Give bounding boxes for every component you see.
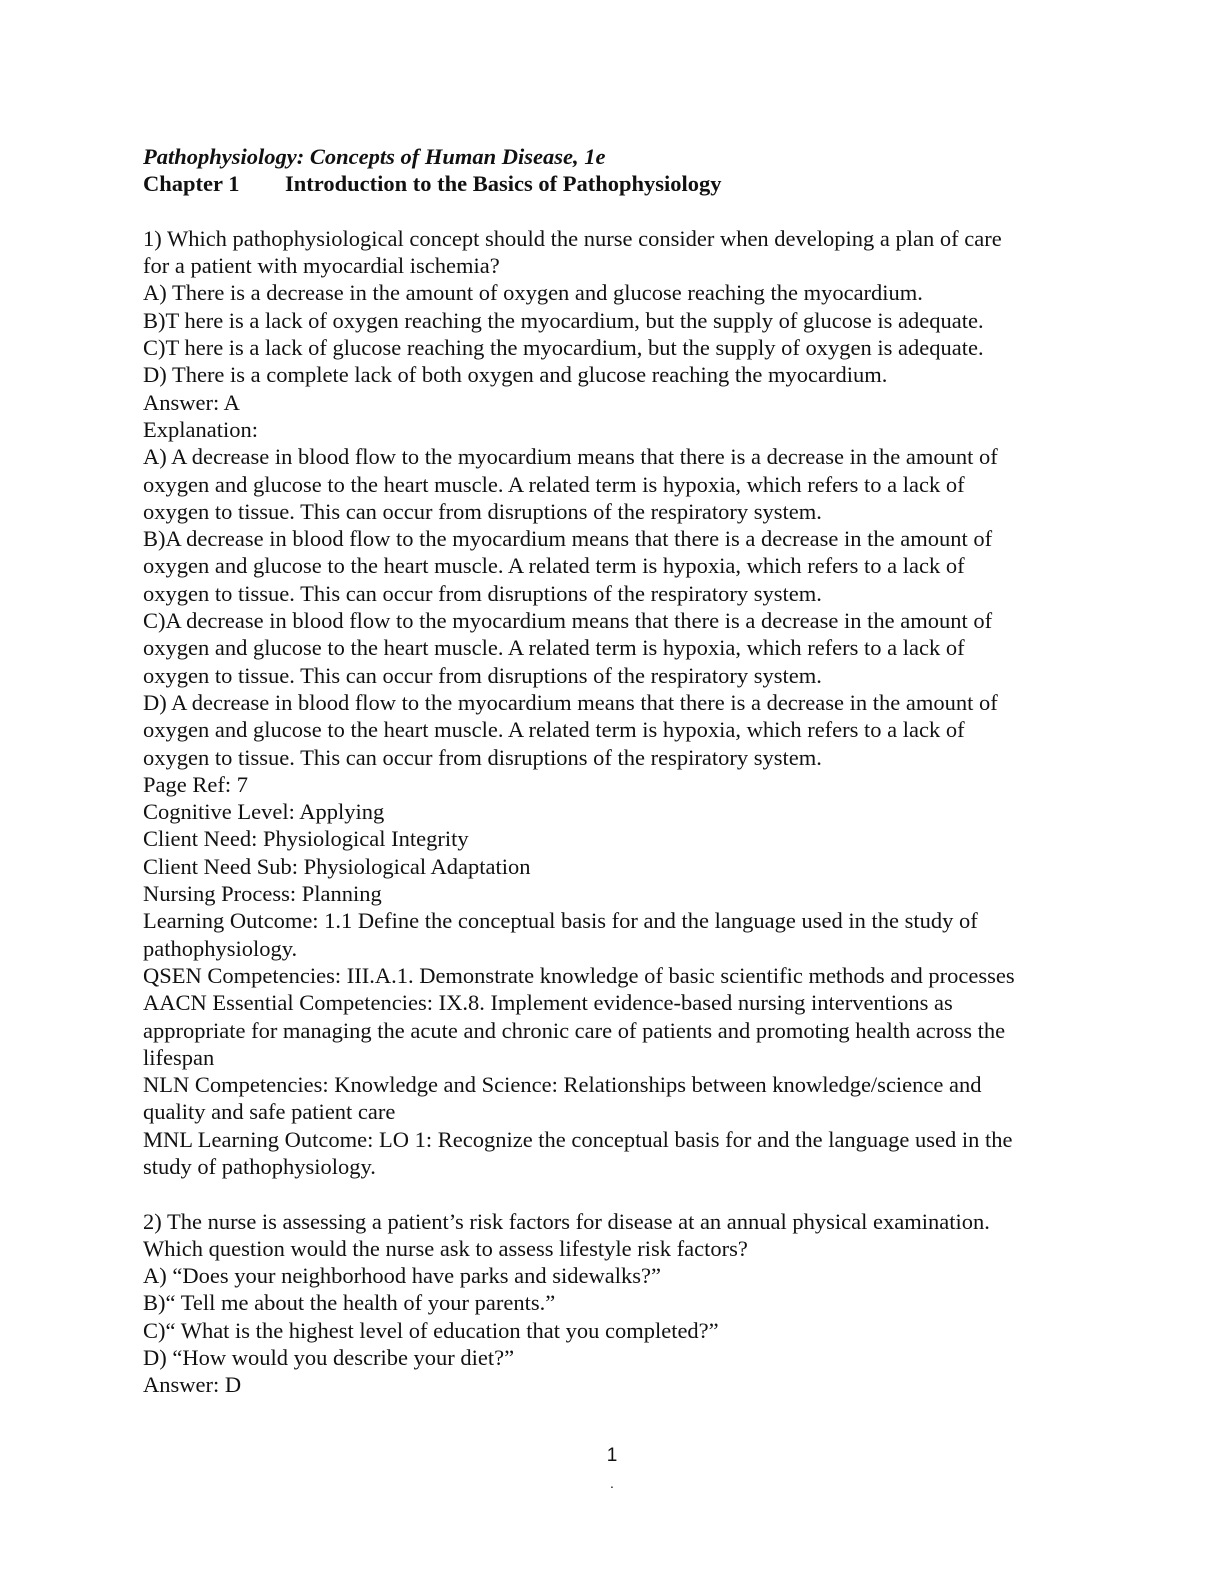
q1-option-b: B)T here is a lack of oxygen reaching the myocardium, but the supply of glucose is adequate. [143, 307, 984, 333]
q1-explanation-c-line-2: oxygen and glucose to the heart muscle. A related term is hypoxia, which refers to a lack of [143, 635, 965, 661]
spacer [143, 198, 1083, 225]
q1-nln-line-2: quality and safe patient care [143, 1099, 396, 1125]
q1-explanation-b-line-2: oxygen and glucose to the heart muscle. A related term is hypoxia, which refers to a lack of [143, 553, 965, 579]
q1-answer: Answer: A [143, 389, 240, 415]
q1-explanation-a-line-2: oxygen and glucose to the heart muscle. A related term is hypoxia, which refers to a lack of [143, 471, 965, 497]
footer-dot: . [610, 1475, 614, 1491]
spacer [143, 1180, 1083, 1207]
q1-explanation-d-line-3: oxygen to tissue. This can occur from disruptions of the respiratory system. [143, 744, 822, 770]
q2-stem-line-1: 2) The nurse is assessing a patient’s risk factors for disease at an annual physical examination. [143, 1208, 990, 1234]
q1-explanation-c-line-1: C)A decrease in blood flow to the myocardium means that there is a decrease in the amount of [143, 608, 993, 634]
chapter-number: Chapter 1 [143, 171, 240, 197]
q1-learning-outcome-line-1: Learning Outcome: 1.1 Define the conceptual basis for and the language used in the study of [143, 908, 978, 934]
q1-explanation-label: Explanation: [143, 416, 258, 442]
chapter-title: Introduction to the Basics of Pathophysiology [285, 171, 722, 197]
q2-option-b: B)“ Tell me about the health of your parents.” [143, 1290, 556, 1316]
q1-explanation-c-line-3: oxygen to tissue. This can occur from disruptions of the respiratory system. [143, 662, 822, 688]
q1-aacn-line-3: lifespan [143, 1044, 215, 1070]
q1-client-need-sub: Client Need Sub: Physiological Adaptation [143, 853, 531, 879]
q1-explanation-d-line-2: oxygen and glucose to the heart muscle. A related term is hypoxia, which refers to a lack of [143, 717, 965, 743]
q1-explanation-d-line-1: D) A decrease in blood flow to the myocardium means that there is a decrease in the amount of [143, 689, 998, 715]
q1-page-ref: Page Ref: 7 [143, 771, 248, 797]
q1-explanation-b-line-1: B)A decrease in blood flow to the myocardium means that there is a decrease in the amount of [143, 526, 993, 552]
q1-option-c: C)T here is a lack of glucose reaching the myocardium, but the supply of oxygen is adequate. [143, 335, 984, 361]
q1-mnl-line-1: MNL Learning Outcome: LO 1: Recognize the conceptual basis for and the language used in the [143, 1126, 1013, 1152]
q1-stem-line-1: 1) Which pathophysiological concept should the nurse consider when developing a plan of care [143, 225, 1002, 251]
q1-cognitive-level: Cognitive Level: Applying [143, 799, 385, 825]
q1-stem-line-2: for a patient with myocardial ischemia? [143, 253, 500, 279]
q1-nursing-process: Nursing Process: Planning [143, 881, 382, 907]
page-content [143, 143, 1083, 1399]
q2-answer: Answer: D [143, 1372, 242, 1398]
q2-option-d: D) “How would you describe your diet?” [143, 1345, 515, 1371]
q1-aacn-line-2: appropriate for managing the acute and chronic care of patients and promoting health across the [143, 1017, 1006, 1043]
q2-option-c: C)“ What is the highest level of education that you completed?” [143, 1317, 719, 1343]
q2-stem-line-2: Which question would the nurse ask to assess lifestyle risk factors? [143, 1235, 748, 1261]
chapter-heading [143, 170, 1083, 197]
q1-explanation-a-line-1: A) A decrease in blood flow to the myocardium means that there is a decrease in the amount of [143, 444, 998, 470]
q1-qsen-competencies: QSEN Competencies: III.A.1. Demonstrate knowledge of basic scientific methods and processes [143, 962, 1015, 988]
q1-nln-line-1: NLN Competencies: Knowledge and Science: Relationships between knowledge/science and [143, 1072, 982, 1098]
q1-option-d: D) There is a complete lack of both oxygen and glucose reaching the myocardium. [143, 362, 888, 388]
q1-explanation-b-line-3: oxygen to tissue. This can occur from disruptions of the respiratory system. [143, 580, 822, 606]
q2-option-a: A) “Does your neighborhood have parks and sidewalks?” [143, 1263, 661, 1289]
q1-mnl-line-2: study of pathophysiology. [143, 1153, 376, 1179]
q1-learning-outcome-line-2: pathophysiology. [143, 935, 298, 961]
q1-option-a: A) There is a decrease in the amount of oxygen and glucose reaching the myocardium. [143, 280, 923, 306]
page-number: 1 [606, 1445, 618, 1466]
q1-explanation-a-line-3: oxygen to tissue. This can occur from disruptions of the respiratory system. [143, 498, 822, 524]
q1-client-need: Client Need: Physiological Integrity [143, 826, 469, 852]
q1-aacn-line-1: AACN Essential Competencies: IX.8. Implement evidence-based nursing interventions as [143, 990, 953, 1016]
book-title: Pathophysiology: Concepts of Human Disease, 1e [143, 144, 606, 169]
